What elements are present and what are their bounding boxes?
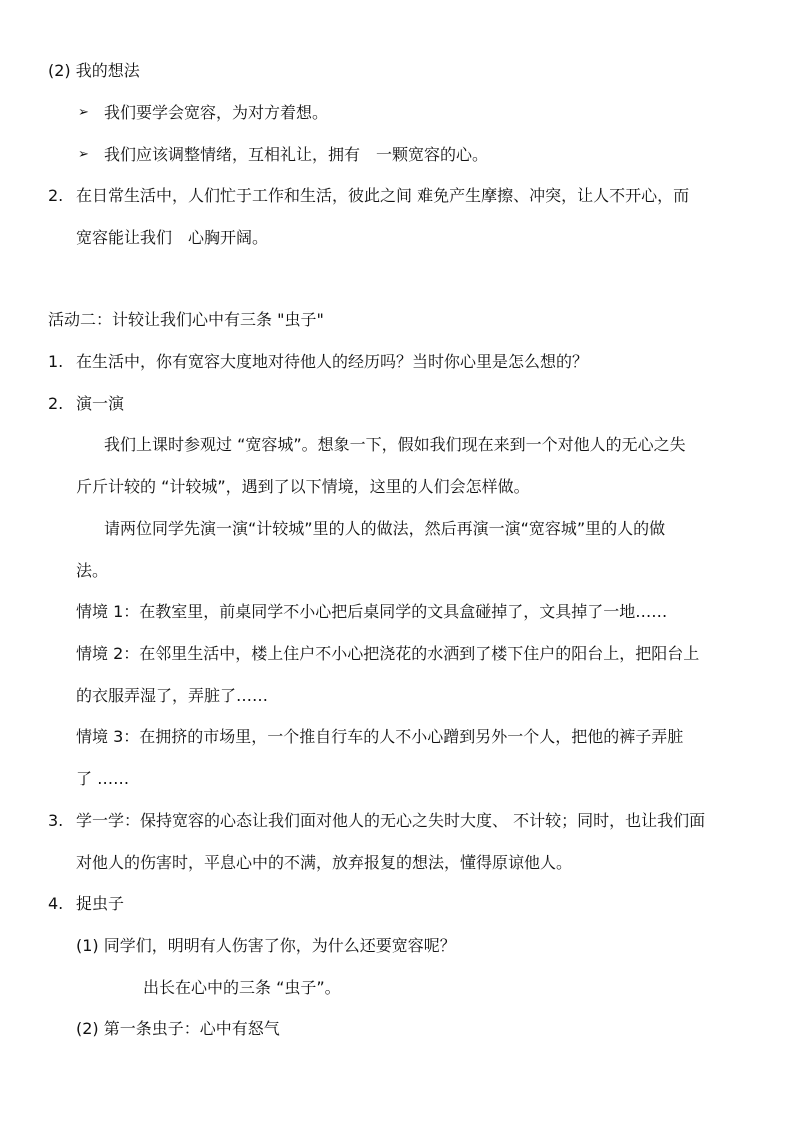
text-line: (2) 我的想法 [48, 61, 140, 80]
text-line: 法。 [76, 561, 109, 580]
text-line: 我们应该调整情绪，互相礼让，拥有 一颗宽容的心。 [104, 145, 489, 164]
list-number: 4. [48, 894, 64, 913]
text-line: 情境 1：在教室里，前桌同学不小心把后桌同学的文具盒碰掉了，文具掉了一地…… [76, 602, 668, 621]
text-line: 的衣服弄湿了，弄脏了…… [76, 686, 269, 705]
text-line: (2) 第一条虫子：心中有怒气 [76, 1019, 280, 1038]
text-line: 在日常生活中，人们忙于工作和生活，彼此之间 难免产生摩擦、冲突，让人不开心，而 [76, 186, 690, 205]
text-line: 学一学：保持宽容的心态让我们面对他人的无心之失时大度、 不计较；同时，也让我们面 [76, 811, 706, 830]
text-line: (1) 同学们，明明有人伤害了你，为什么还要宽容呢？ [76, 936, 456, 955]
text-line: 捉虫子 [76, 894, 125, 913]
list-number: 2. [48, 394, 64, 413]
list-number: 2. [48, 186, 64, 205]
text-line: 请两位同学先演一演“计较城”里的人的做法，然后再演一演“宽容城”里的人的做 [104, 519, 666, 538]
arrow-bullet-icon: ➢ [78, 105, 89, 120]
text-line: 对他人的伤害时，平息心中的不满，放弃报复的想法，懂得原谅他人。 [76, 853, 573, 872]
arrow-bullet-icon: ➢ [78, 147, 89, 162]
section-heading: 活动二：计较让我们心中有三条 "虫子" [48, 310, 324, 329]
text-line: 在生活中，你有宽容大度地对待他人的经历吗？当时你心里是怎么想的？ [76, 352, 589, 371]
text-line: 出长在心中的三条 “虫子”。 [143, 978, 341, 997]
text-line: 了 …… [76, 769, 130, 788]
text-line: 我们要学会宽容，为对方着想。 [104, 103, 329, 122]
text-line: 我们上课时参观过 “宽容城”。想象一下，假如我们现在来到一个对他人的无心之失 [104, 435, 686, 454]
text-line: 情境 3：在拥挤的市场里，一个推自行车的人不小心蹭到另外一个人，把他的裤子弄脏 [76, 727, 684, 746]
text-line: 宽容能让我们 心胸开阔。 [76, 228, 269, 247]
text-line: 演一演 [76, 394, 125, 413]
list-number: 1. [48, 352, 64, 371]
text-line: 情境 2：在邻里生活中，楼上住户不小心把浇花的水洒到了楼下住户的阳台上，把阳台上 [76, 644, 700, 663]
list-number: 3. [48, 811, 64, 830]
text-line: 斤斤计较的 “计较城”，遇到了以下情境，这里的人们会怎样做。 [76, 477, 530, 496]
